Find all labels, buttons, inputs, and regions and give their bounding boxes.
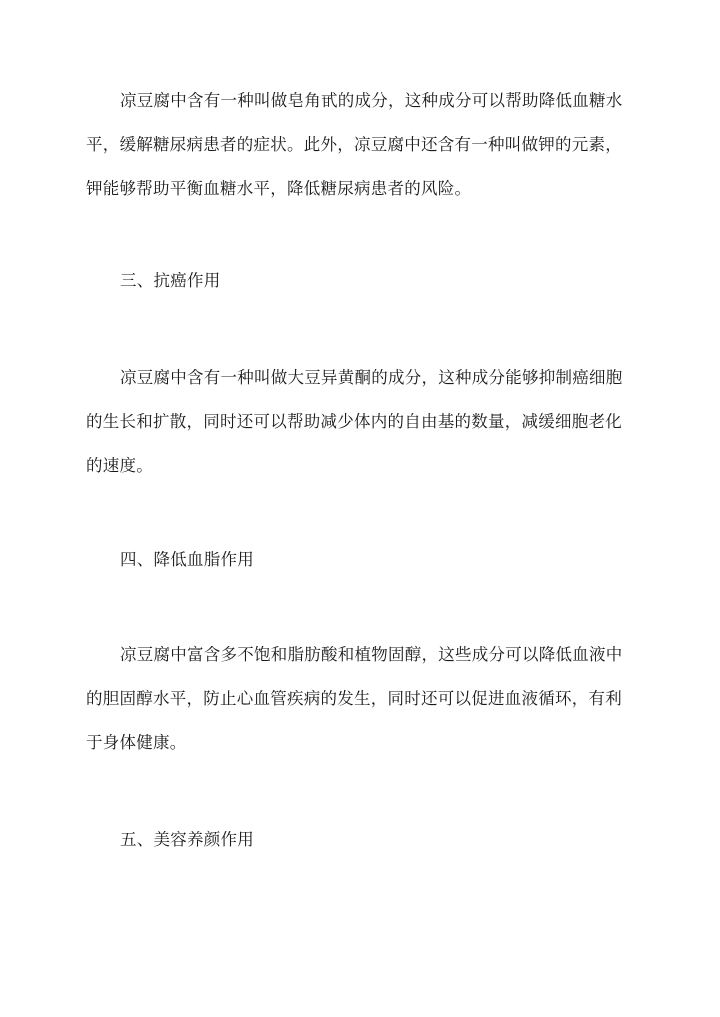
section-heading-lipid: 四、降低血脂作用 [120, 550, 254, 569]
paragraph-line: 凉豆腐中富含多不饱和脂肪酸和植物固醇，这些成分可以降低血液中 [120, 645, 623, 664]
paragraph-line: 凉豆腐中含有一种叫做皂角甙的成分，这种成分可以帮助降低血糖水 [120, 91, 623, 110]
paragraph-blood-sugar [86, 79, 642, 211]
paragraph-line: 的胆固醇水平，防止心血管疾病的发生，同时还可以促进血液循环，有利 [86, 689, 622, 708]
paragraph-line: 钾能够帮助平衡血糖水平，降低糖尿病患者的风险。 [86, 179, 472, 198]
paragraph-line: 于身体健康。 [86, 733, 187, 752]
paragraph-line: 凉豆腐中含有一种叫做大豆异黄酮的成分，这种成分能够抑制癌细胞 [120, 368, 623, 387]
paragraph-line: 的速度。 [86, 456, 153, 475]
paragraph-line: 的生长和扩散，同时还可以帮助减少体内的自由基的数量，减缓细胞老化 [86, 412, 622, 431]
section-heading-anticancer: 三、抗癌作用 [120, 271, 221, 290]
paragraph-lipid [86, 633, 642, 765]
paragraph-anticancer [86, 356, 642, 488]
section-heading-beauty: 五、美容养颜作用 [120, 830, 254, 849]
paragraph-line: 平，缓解糖尿病患者的症状。此外，凉豆腐中还含有一种叫做钾的元素， [86, 135, 622, 154]
